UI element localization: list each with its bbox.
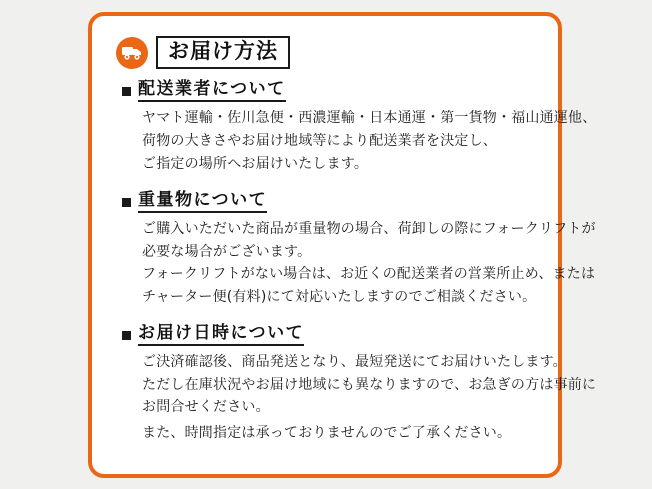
body-line: ヤマト運輸・佐川急便・西濃運輸・日本通運・第一貨物・福山通運他、 <box>142 110 597 127</box>
body-line: ただし在庫状況やお届け地域にも異なりますので、お急ぎの方は事前に <box>142 376 597 393</box>
body-line: ご購入いただいた商品が重量物の場合、荷卸しの際にフォークリフトが <box>142 220 596 237</box>
body-line: 荷物の大きさやお届け地域等により配送業者を決定し、 <box>142 133 497 150</box>
section-shipping-carriers <box>112 79 597 175</box>
black-square-bullet-icon <box>122 87 131 96</box>
section-heading: 配送業者について <box>138 79 286 102</box>
body-line: 必要な場合がございます。 <box>142 243 312 260</box>
page-title: お届け方法 <box>168 39 278 63</box>
section-body <box>142 351 597 445</box>
body-line: ご決済確認後、商品発送となり、最短発送にてお届けいたします。 <box>142 353 567 370</box>
black-square-bullet-icon <box>122 331 131 340</box>
delivery-info-card <box>88 12 597 478</box>
delivery-truck-icon <box>116 37 148 69</box>
section-delivery-datetime <box>112 322 597 445</box>
section-heading-row <box>122 79 538 102</box>
body-line: また、時間指定は承っておりませんのでご了承ください。 <box>142 424 512 441</box>
body-line: お問合せください。 <box>142 399 270 416</box>
body-line: チャーター便(有料)にて対応いたしますのでご相談ください。 <box>142 288 537 305</box>
section-heading: 重量物について <box>138 190 267 213</box>
body-line: ご指定の場所へお届けいたします。 <box>142 155 369 172</box>
section-heading-row <box>122 323 538 346</box>
section-heading-row <box>122 190 538 213</box>
section-heading: お届け日時について <box>138 323 304 346</box>
section-body <box>142 107 597 175</box>
page-title-box <box>156 36 290 69</box>
body-line: フォークリフトがない場合は、お近くの配送業者の営業所止め、または <box>142 266 596 283</box>
section-heavy-items <box>112 189 596 309</box>
black-square-bullet-icon <box>122 198 131 207</box>
document-title-row <box>116 36 538 69</box>
section-body <box>142 218 596 309</box>
card-inner <box>92 16 597 474</box>
